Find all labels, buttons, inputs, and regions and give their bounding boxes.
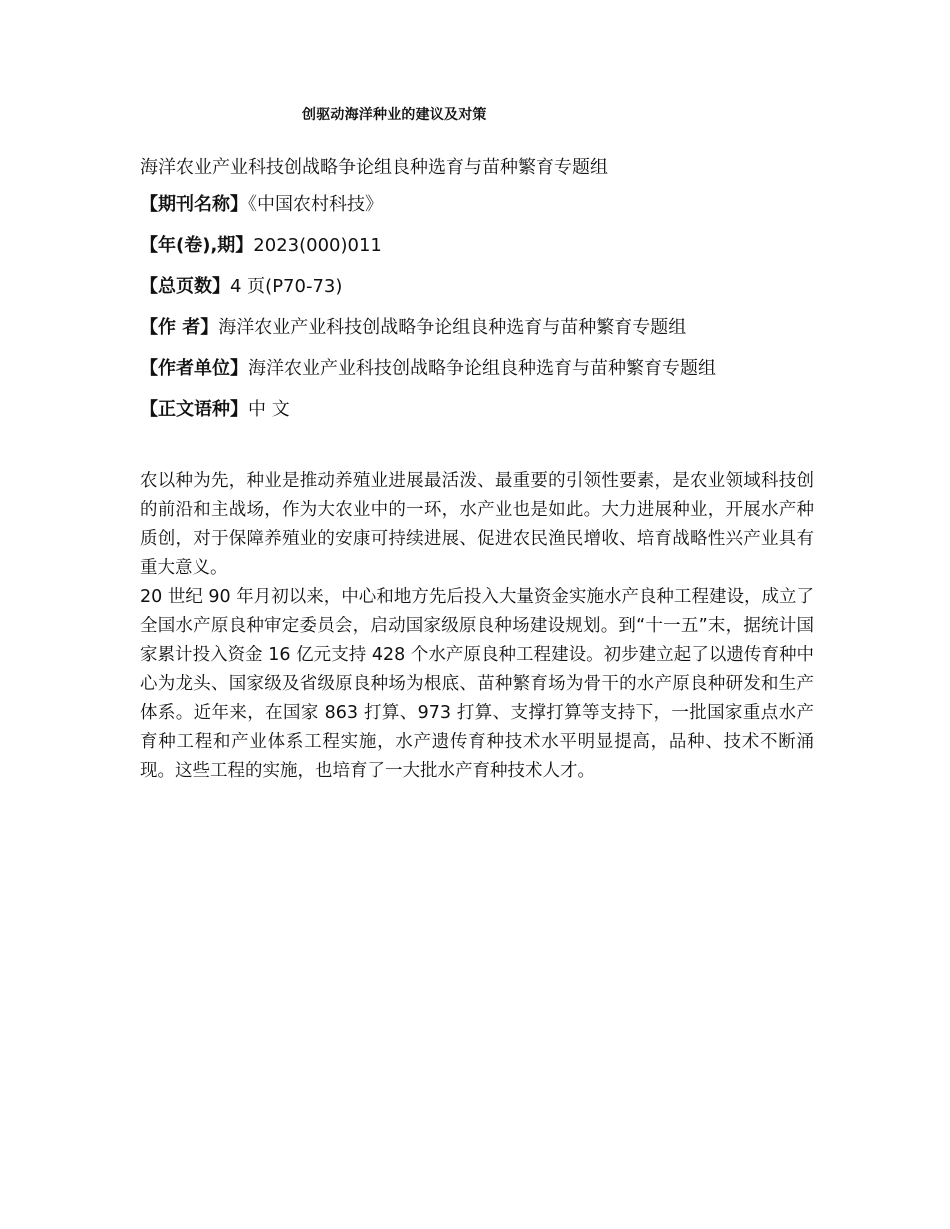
meta-value: 4 页(P70-73) <box>230 276 343 297</box>
meta-value: 《中国农村科技》 <box>248 194 383 215</box>
paragraph: 农以种为先，种业是推动养殖业进展最活泼、最重要的引领性要素，是农业领域科技创的前沿和主战场，作为大农业中的一环，水产业也是如此。大力进展种业，开展水产种质创，对于保障养殖业的安康可持续进展、促进农民渔民增收、培育战略性兴产业具有重大意义。 <box>140 471 814 578</box>
meta-value: 海洋农业产业科技创战略争论组良种选育与苗种繁育专题组 <box>218 317 687 338</box>
meta-language <box>140 399 820 440</box>
meta-value: 2023(000)011 <box>253 235 382 256</box>
meta-key: 【总页数】 <box>140 276 230 297</box>
meta-journal-name <box>140 194 820 235</box>
meta-key: 【作 者】 <box>140 317 219 338</box>
meta-value: 海洋农业产业科技创战略争论组良种选育与苗种繁育专题组 <box>248 358 716 379</box>
paragraph: 20 世纪 90 年月初以来，中心和地方先后投入大量资金实施水产良种工程建设，成立了全国水产原良种审定委员会，启动国家级原良种场建设规划。到“十一五”末，据统计国家累计投入资金 16 亿元支持 428 个水产原良种工程建设。初步建立起了以遗传育种中心为龙头、国家级及省级原良种场为根底、苗种繁育场为骨干的水产原良种研发和生产体系。近年来，在国家 863 打算、973 打算、支撑打算等支持下，一批国家重点水产育种工程和产业体系工程实施，水产遗传育种技术水平明显提高，品种、技术不断涌现。这些工程的实施，也培育了一大批水产育种技术人才。 <box>140 587 814 781</box>
meta-author <box>140 317 820 358</box>
meta-total-pages <box>140 276 820 317</box>
meta-key: 【作者单位】 <box>140 358 248 379</box>
meta-key: 【年(卷),期】 <box>140 235 254 256</box>
meta-key: 【期刊名称】 <box>140 194 248 215</box>
meta-year-volume-issue <box>140 235 820 276</box>
authors-line: 海洋农业产业科技创战略争论组良种选育与苗种繁育专题组 <box>140 157 608 178</box>
meta-value: 中 文 <box>248 399 290 420</box>
meta-key: 【正文语种】 <box>140 399 248 420</box>
document-title: 创驱动海洋种业的建议及对策 <box>302 107 487 123</box>
metadata-block <box>140 194 820 440</box>
body-text <box>140 467 814 786</box>
meta-author-affiliation <box>140 358 820 399</box>
